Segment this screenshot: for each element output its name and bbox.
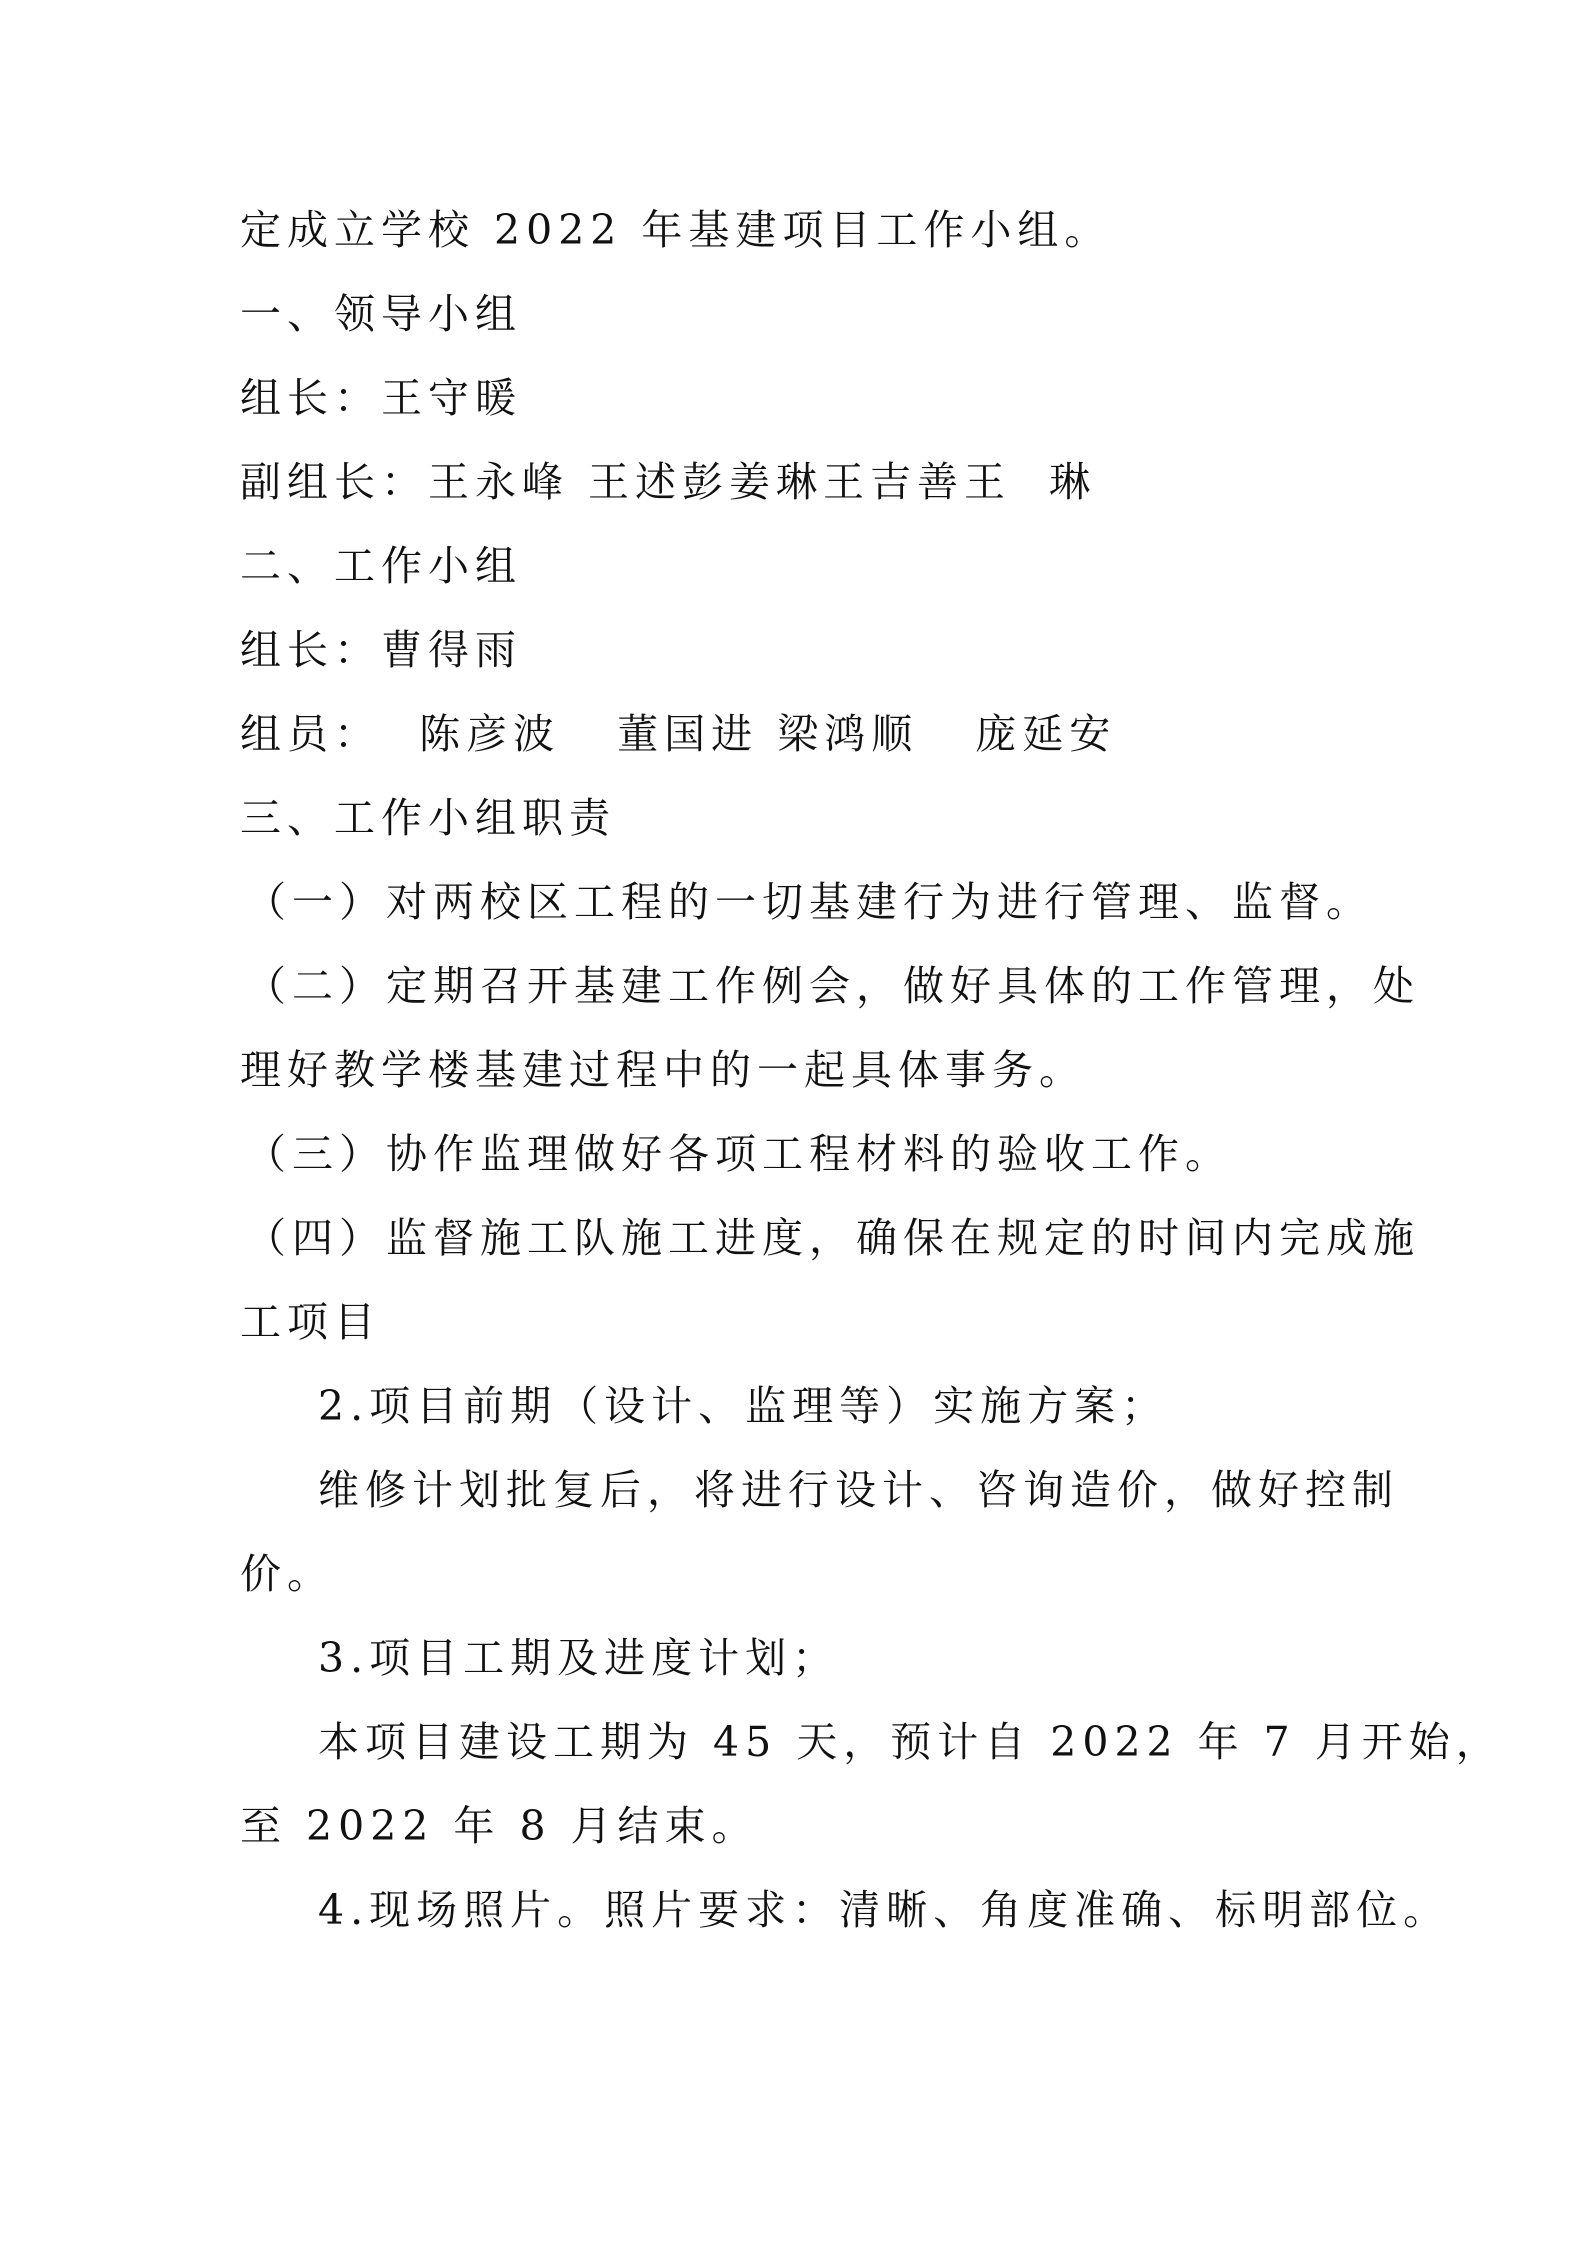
- duty-item-2-continued: 理好教学楼基建过程中的一起具体事务。: [240, 1046, 1086, 1094]
- section-2-body: 维修计划批复后，将进行设计、咨询造价，做好控制: [318, 1466, 1399, 1514]
- duty-item-2: （二）定期召开基建工作例会，做好具体的工作管理，处: [245, 962, 1420, 1010]
- duty-item-3: （三）协作监理做好各项工程材料的验收工作。: [245, 1130, 1232, 1178]
- section-3-heading: 3.项目工期及进度计划；: [318, 1634, 840, 1682]
- section-2-heading: 2.项目前期（设计、监理等）实施方案；: [318, 1382, 1169, 1430]
- heading-leadership-group: 一、领导小组: [240, 290, 522, 338]
- heading-working-group-duties: 三、工作小组职责: [240, 794, 616, 842]
- section-4-heading: 4.现场照片。照片要求：清晰、角度准确、标明部位。: [318, 1886, 1451, 1934]
- leadership-group-deputy-leaders: 副组长：王永峰 王述彭姜琳王吉善王 琳: [240, 458, 1097, 506]
- working-group-members: 组员： 陈彦波 董国进 梁鸿顺 庞延安: [240, 710, 1117, 758]
- duty-item-1: （一）对两校区工程的一切基建行为进行管理、监督。: [245, 878, 1373, 926]
- leadership-group-leader: 组长：王守暖: [240, 374, 522, 422]
- heading-working-group: 二、工作小组: [240, 542, 522, 590]
- section-2-body-continued: 价。: [240, 1550, 334, 1598]
- section-3-body-continued: 至 2022 年 8 月结束。: [240, 1802, 759, 1850]
- duty-item-4-continued: 工项目: [240, 1298, 381, 1346]
- section-3-body: 本项目建设工期为 45 天，预计自 2022 年 7 月开始，: [318, 1718, 1503, 1766]
- paragraph-line-1: 定成立学校 2022 年基建项目工作小组。: [240, 206, 1112, 254]
- working-group-leader: 组长：曹得雨: [240, 626, 522, 674]
- duty-item-4: （四）监督施工队施工进度，确保在规定的时间内完成施: [245, 1214, 1420, 1262]
